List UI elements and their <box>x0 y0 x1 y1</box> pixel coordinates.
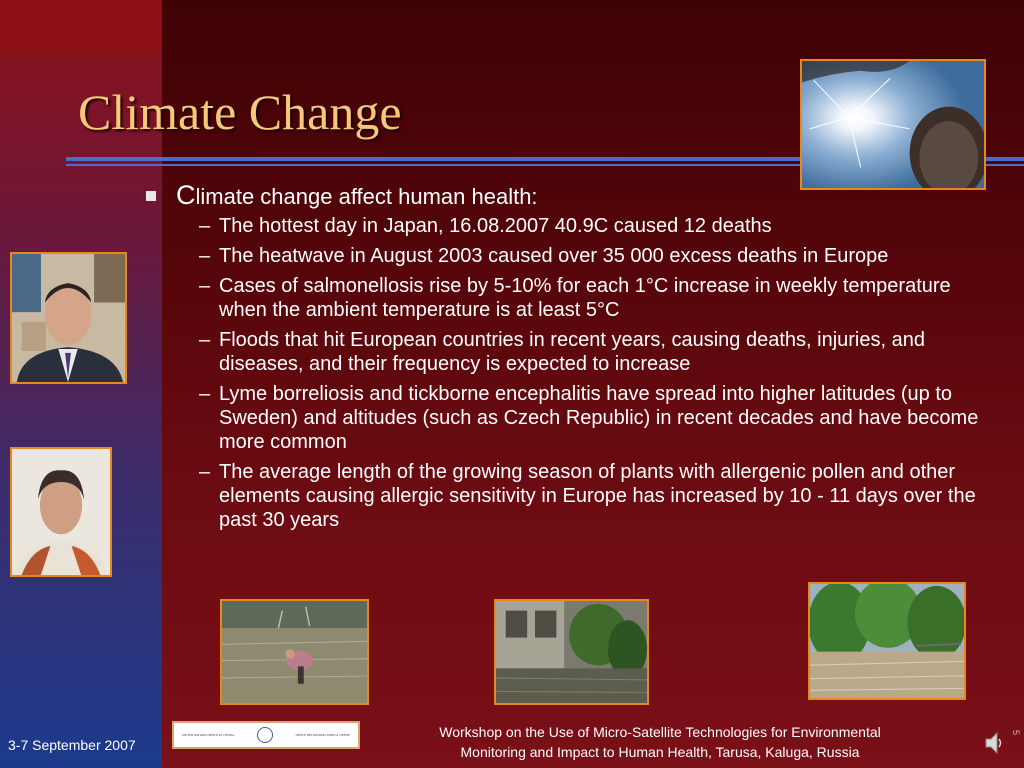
photo-sun-sky <box>800 59 986 190</box>
main-bullet <box>146 182 996 210</box>
page-number: 5 <box>1011 730 1021 736</box>
footer-workshop-line2: Monitoring and Impact to Human Health, Tarusa, Kaluga, Russia <box>460 744 860 760</box>
list-item <box>199 214 996 238</box>
item-text: Floods that hit European countries in recent years, causing deaths, injuries, and diseases, and their frequency is expected to increase <box>219 329 925 375</box>
photo-flood-man-in-water <box>220 599 369 705</box>
photo-portrait-woman <box>10 447 112 577</box>
item-text: The heatwave in August 2003 caused over 35 000 excess deaths in Europe <box>219 245 889 267</box>
logo-text-right: OFFICE DES NATIONS UNIES A VIENNE <box>295 733 350 737</box>
dash-marker: – <box>199 275 211 297</box>
list-item <box>199 274 996 322</box>
dash-marker: – <box>199 383 211 405</box>
list-item <box>199 328 996 376</box>
slide-title: Climate Change <box>78 84 402 140</box>
dash-marker: – <box>199 215 211 237</box>
sidebar-top-block <box>0 0 162 52</box>
list-item <box>199 244 996 268</box>
dash-marker: – <box>199 245 211 267</box>
dash-marker: – <box>199 329 211 351</box>
sub-bullet-list <box>146 214 996 532</box>
un-emblem-icon <box>257 727 273 743</box>
footer-workshop-line1: Workshop on the Use of Micro-Satellite Technologies for Environmental <box>439 724 881 740</box>
photo-flooded-courtyard <box>494 599 649 705</box>
item-text: Cases of salmonellosis rise by 5-10% for each 1°C increase in weekly temperature when the ambient temperature is at least 5°C <box>219 275 951 321</box>
unov-logo <box>172 721 360 749</box>
square-bullet-icon <box>146 191 156 201</box>
bullet-text: limate change affect human health: <box>195 184 538 209</box>
photo-flooded-river-trees <box>808 582 966 700</box>
speaker-icon[interactable] <box>984 730 1004 756</box>
photo-portrait-man <box>10 252 127 384</box>
item-text: The average length of the growing season of plants with allergenic pollen and other elements causing allergic sensitivity in Europe has increased by 10 - 11 days over the past 30 years <box>219 461 976 531</box>
footer-date: 3-7 September 2007 <box>8 737 136 753</box>
item-text: The hottest day in Japan, 16.08.2007 40.9C caused 12 deaths <box>219 215 772 237</box>
slide-body <box>146 182 996 538</box>
footer-workshop <box>375 722 945 762</box>
logo-text-left: UNITED NATIONS OFFICE AT VIENNA <box>182 733 235 737</box>
dash-marker: – <box>199 461 211 483</box>
bullet-initial: C <box>176 180 196 210</box>
item-text: Lyme borreliosis and tickborne encephalitis have spread into higher latitudes (up to Sweden) and altitudes (such as Czech Republic) in recent decades and have become more common <box>219 383 979 453</box>
list-item <box>199 382 996 454</box>
list-item <box>199 460 996 532</box>
